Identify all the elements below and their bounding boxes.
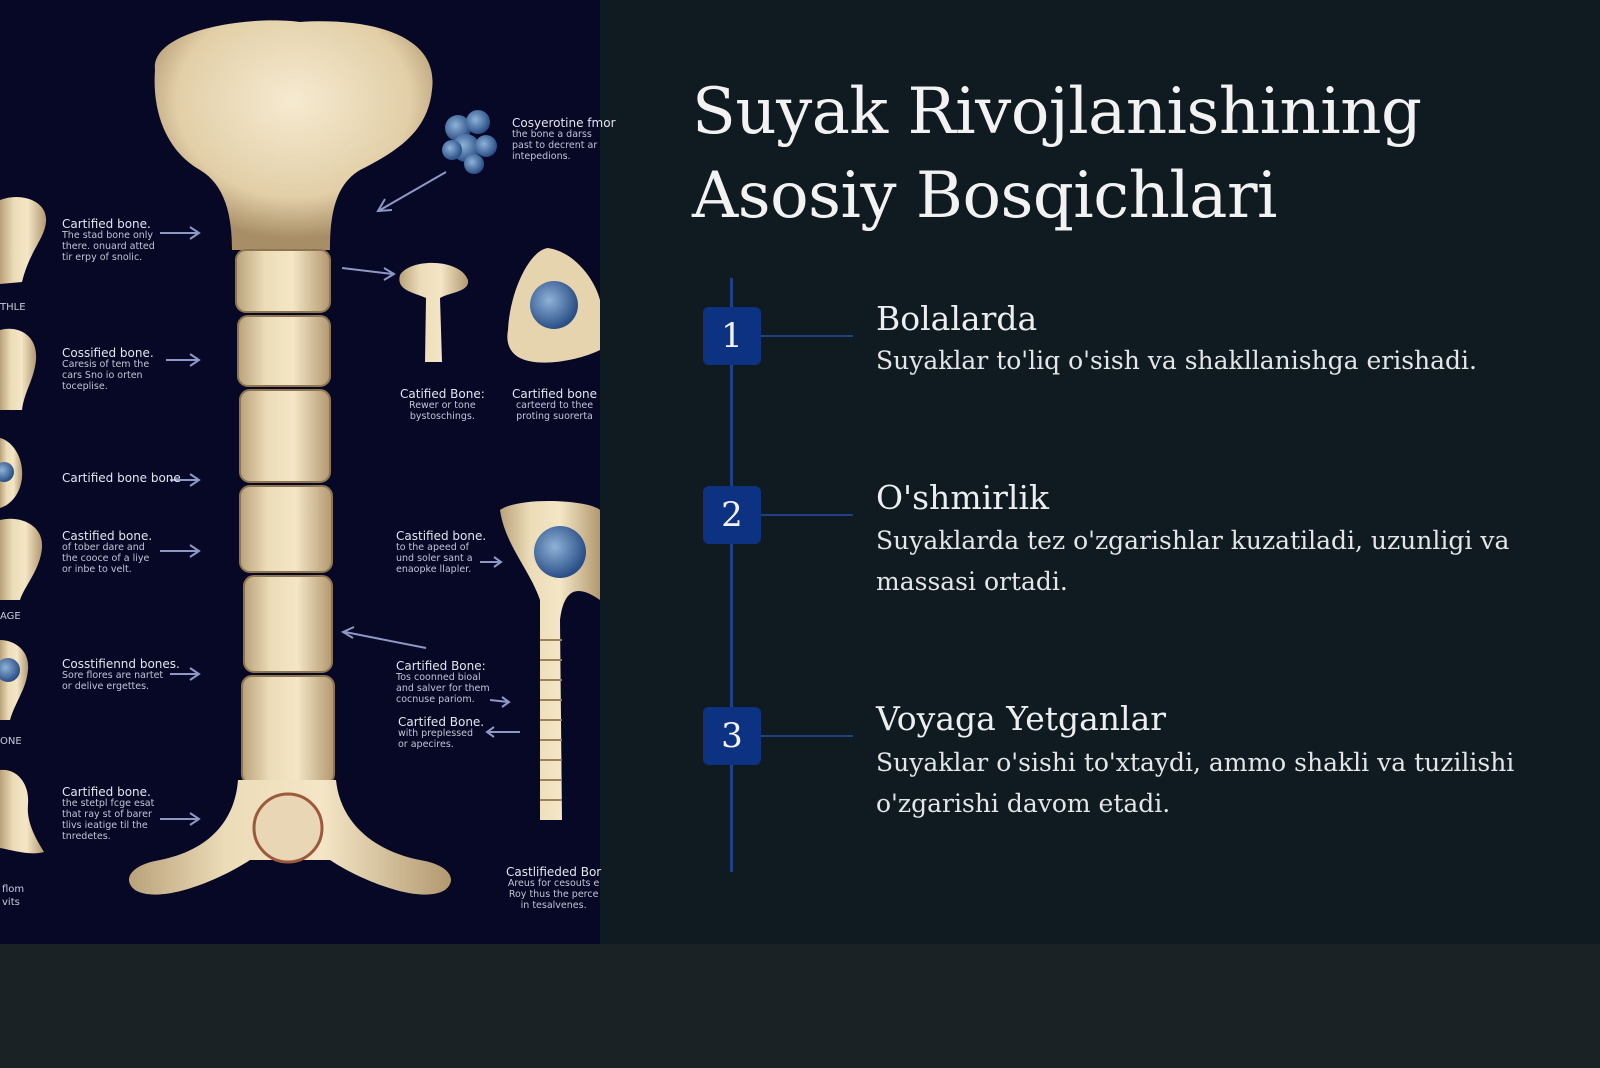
step-2-connector bbox=[761, 514, 853, 516]
side-caption-4: flom bbox=[2, 884, 25, 895]
bottom-bar bbox=[0, 944, 1600, 1068]
step-2-number-badge: 2 bbox=[703, 486, 761, 544]
side-caption-3: ONE bbox=[0, 736, 22, 747]
label-cartified-bone-right: Cartified bone carteerd to thee proting suorerta bbox=[512, 387, 598, 422]
side-caption-1: THLE bbox=[0, 302, 26, 313]
step-1-number-badge: 1 bbox=[703, 307, 761, 365]
step-3-number-badge: 3 bbox=[703, 707, 761, 765]
left-edge-bones bbox=[0, 197, 46, 853]
bone-head bbox=[155, 20, 433, 250]
timeline-line bbox=[730, 278, 733, 872]
step-1-title: Bolalarda bbox=[876, 299, 1038, 338]
side-caption-2: AGE bbox=[0, 611, 21, 622]
label-castified-bone: Castified bone. of tober dare and the cooce of a liye or inbe to velt. bbox=[62, 529, 153, 575]
step-3-title: Voyaga Yetganlar bbox=[876, 699, 1167, 738]
cell-cluster bbox=[442, 110, 497, 174]
label-castlifieded-bone: Castlifieded Bor Areus for cesouts e Roy thus the perce in tesalvenes. bbox=[506, 865, 602, 911]
label-cosyerotine: Cosyerotine fmor the bone a darss past to decrent ar intepedions. bbox=[512, 116, 616, 162]
label-cartified-bone-mid: Cartified Bone: Tos coonned bioal and salver for them cocnuse pariom. bbox=[396, 659, 490, 705]
step-2-description: Suyaklarda tez o'zgarishlar kuzatiladi, uzunligi va massasi ortadi. bbox=[876, 526, 1510, 596]
small-bone bbox=[399, 263, 468, 362]
label-catified-bone: Catified Bone: Rewer or tone bystoschings. bbox=[400, 387, 485, 422]
step-1-connector bbox=[761, 335, 853, 337]
label-cartifed-bone: Cartifed Bone. with preplessed or apecires. bbox=[398, 715, 485, 750]
step-3-connector bbox=[761, 735, 853, 737]
slide-title: Suyak Rivojlanishining Asosiy Bosqichlari bbox=[692, 75, 1422, 233]
bone-shaft bbox=[236, 250, 334, 784]
step-2-title: O'shmirlik bbox=[876, 478, 1050, 517]
label-cartified-bone-lower: Cartified bone. the stetpl fcge esat that ray st of barer tlivs ieatige til the tnredetes. bbox=[62, 785, 155, 842]
step-3-description: Suyaklar o'sishi to'xtaydi, ammo shakli va tuzilishi o'zgarishi davom etadi. bbox=[876, 748, 1515, 818]
step-1-description: Suyaklar to'liq o'sish va shakllanishga erishadi. bbox=[876, 346, 1478, 375]
label-castified-bone-right: Castified bone. to the apeed of und soler sant a enaopke llapler. bbox=[396, 529, 487, 575]
side-caption-5: vits bbox=[2, 897, 20, 908]
bone-illustration bbox=[0, 0, 616, 944]
label-cartified-bone-bone: Cartified bone bone bbox=[62, 471, 181, 485]
label-cossified-bone: Cossified bone. Caresis of tem the cars Sno io orten toceplise. bbox=[62, 346, 154, 392]
label-cartified-bone: Cartified bone. The stad bone only there. onuard atted tir erpy of snolic. bbox=[62, 217, 155, 263]
label-cosstifiennd-bones: Cosstifiennd bones. Sore flores are nartet or delive ergettes. bbox=[62, 657, 180, 692]
